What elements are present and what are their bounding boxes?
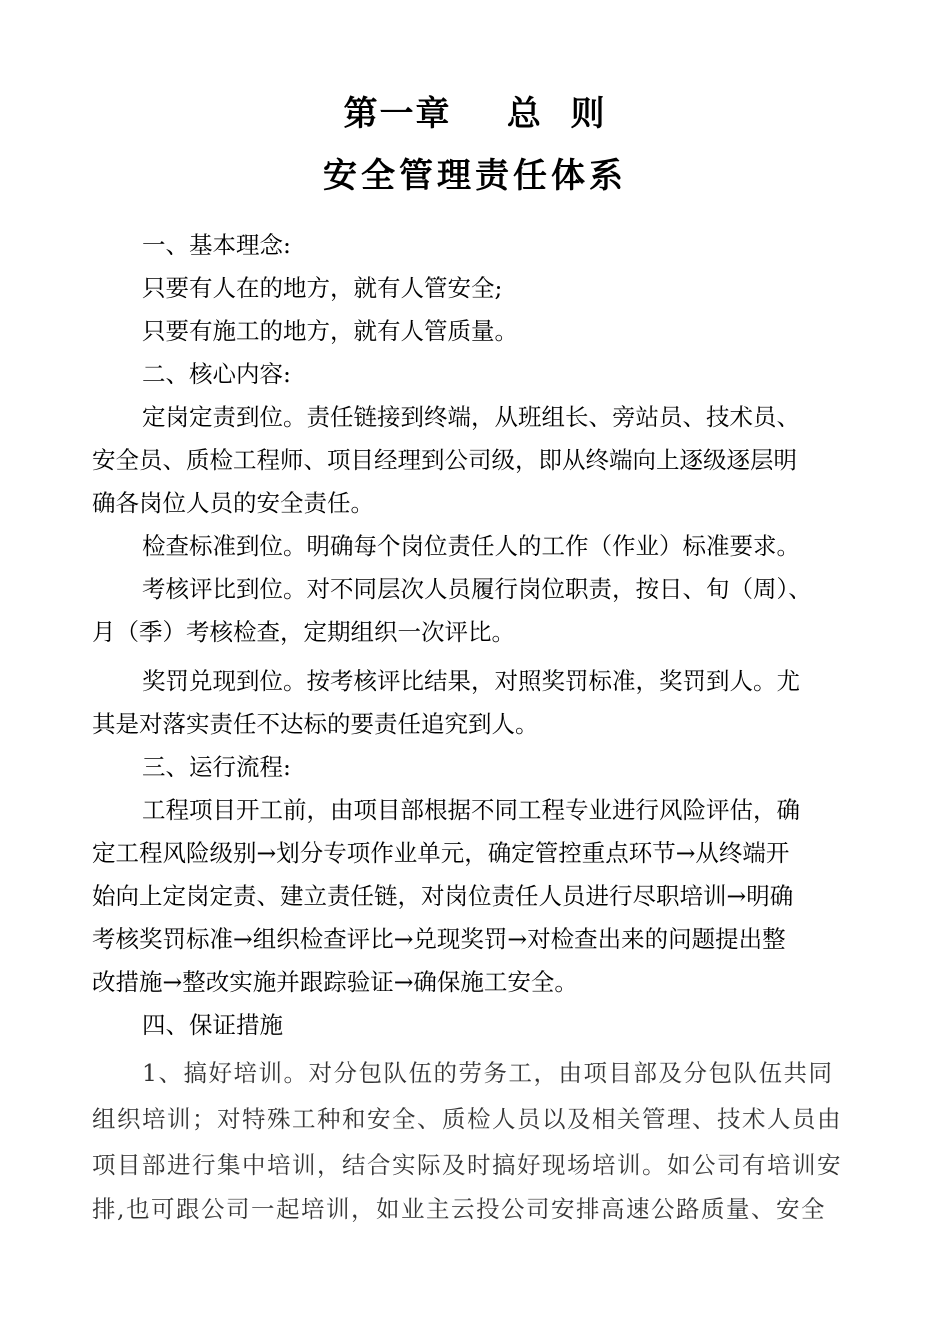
paragraph-line: 改措施→整改实施并跟踪验证→确保施工安全。 bbox=[92, 968, 578, 996]
paragraph-line: 1、搞好培训。对分包队伍的劳务工，由项目部及分包队伍共同 bbox=[142, 1059, 834, 1087]
paragraph-line: 排,也可跟公司一起培训，如业主云投公司安排高速公路质量、安全 bbox=[92, 1195, 826, 1223]
paragraph-line: 月（季）考核检查，定期组织一次评比。 bbox=[92, 618, 515, 646]
paragraph-line: 安全员、质检工程师、项目经理到公司级，即从终端向上逐级逐层明 bbox=[92, 446, 797, 474]
paragraph-line: 考核奖罚标准→组织检查评比→兑现奖罚→对检查出来的问题提出整 bbox=[92, 925, 786, 953]
paragraph-line: 定工程风险级别→划分专项作业单元，确定管控重点环节→从终端开 bbox=[92, 839, 790, 867]
paragraph-line: 确各岗位人员的安全责任。 bbox=[92, 489, 374, 517]
paragraph-line: 奖罚兑现到位。按考核评比结果，对照奖罚标准，奖罚到人。尤 bbox=[142, 667, 800, 695]
heading-guarantee-measures: 四、保证措施 bbox=[142, 1011, 283, 1039]
paragraph-line: 始向上定岗定责、建立责任链，对岗位责任人员进行尽职培训→明确 bbox=[92, 882, 794, 910]
heading-process-flow: 三、运行流程: bbox=[142, 753, 291, 781]
paragraph-line: 定岗定责到位。责任链接到终端，从班组长、旁站员、技术员、 bbox=[142, 403, 800, 431]
paragraph-line: 只要有施工的地方，就有人管质量。 bbox=[142, 317, 518, 345]
heading-core-content: 二、核心内容: bbox=[142, 360, 291, 388]
paragraph-line: 检查标准到位。明确每个岗位责任人的工作（作业）标准要求。 bbox=[142, 532, 800, 560]
paragraph-line: 项目部进行集中培训，结合实际及时搞好现场培训。如公司有培训安 bbox=[92, 1151, 842, 1179]
chapter-title: 第一章 总 则 bbox=[343, 94, 607, 134]
paragraph-line: 考核评比到位。对不同层次人员履行岗位职责，按日、旬（周）、 bbox=[142, 575, 812, 603]
paragraph-line: 工程项目开工前，由项目部根据不同工程专业进行风险评估，确 bbox=[142, 796, 800, 824]
paragraph-line: 其是对落实责任不达标的要责任追究到人。 bbox=[92, 710, 539, 738]
paragraph-line: 组织培训；对特殊工种和安全、质检人员以及相关管理、技术人员由 bbox=[92, 1105, 842, 1133]
section-title: 安全管理责任体系 bbox=[323, 156, 627, 196]
heading-basic-concept: 一、基本理念: bbox=[142, 231, 291, 259]
paragraph-line: 只要有人在的地方，就有人管安全; bbox=[142, 274, 503, 302]
